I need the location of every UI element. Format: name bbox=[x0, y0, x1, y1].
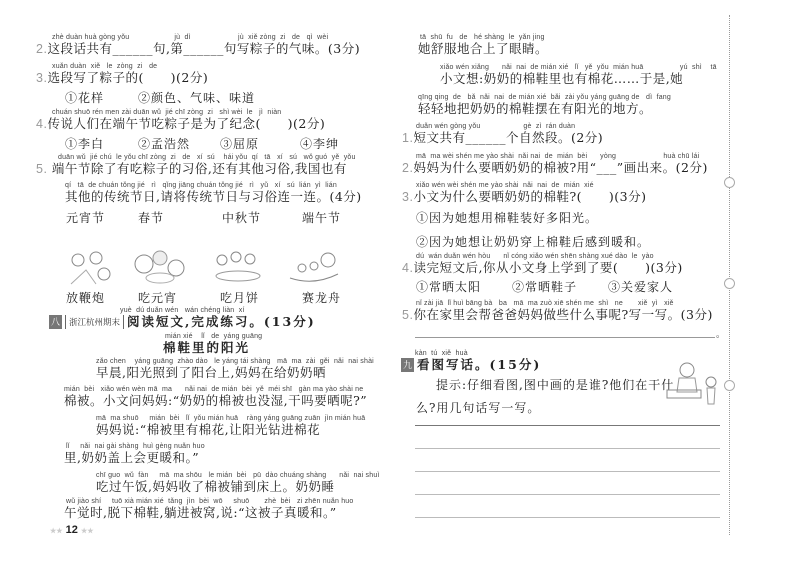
question-1: 1.短文共有______个自然段。(2分) bbox=[402, 130, 604, 145]
pinyin: xiǎo wén xiǎng nǎi nai de mián xié lǐ yě yǒu mián huā yú shì tā bbox=[440, 64, 717, 71]
option: ②孟浩然 bbox=[138, 137, 191, 151]
pinyin: qīng qing de bǎ nǎi nai de mián xié bǎi zài yǒu yáng guāng de dì fang bbox=[418, 94, 671, 101]
option: ②常晒鞋子 bbox=[512, 280, 578, 294]
hint-text: 么?用几句话写一写。 bbox=[416, 401, 541, 415]
option: ③屈原 bbox=[220, 137, 260, 151]
passage-line: 午觉时,脱下棉鞋,躺进被窝,说:“这被子真暖和。” bbox=[64, 505, 337, 520]
binding-hole bbox=[724, 278, 735, 289]
writing-line[interactable] bbox=[415, 448, 720, 449]
option: ②颜色、气味、味道 bbox=[138, 91, 256, 105]
passage-title: 棉鞋里的阳光 bbox=[163, 340, 251, 355]
section-9-header bbox=[401, 358, 541, 372]
question-4: 4.读完短文后,你从小文身上学到了要( )(3分) bbox=[402, 260, 683, 275]
section-badge: 九 bbox=[403, 360, 413, 370]
option: ②因为她想让奶奶穿上棉鞋后感到暖和。 bbox=[416, 235, 651, 249]
pinyin: kàn tú xiě huà bbox=[415, 350, 468, 357]
pinyin: qí tā de chuán tǒng jié rì qǐng jiāng chuán tǒng jié rì yǔ xí sú lián yì lián bbox=[65, 182, 337, 189]
firecracker-kids-illustration bbox=[66, 250, 116, 285]
option: ③关爱家人 bbox=[608, 280, 674, 294]
question-5: 5. 端午节除了有吃粽子的习俗,还有其他习俗,我国也有 bbox=[36, 161, 347, 176]
pinyin: nǐ zài jiā lǐ huì bāng bà ba mā ma zuò xiē shén me shì ne xiě yì xiě bbox=[416, 300, 674, 307]
question-2: 2.妈妈为什么要晒奶奶的棉被?用“___”画出来。(2分) bbox=[402, 160, 708, 175]
option: ①李白 bbox=[65, 137, 105, 151]
option: ④李绅 bbox=[300, 137, 340, 151]
passage-line: 里,奶奶盖上会更暖和。” bbox=[64, 450, 200, 465]
option: ①常晒太阳 bbox=[416, 280, 482, 294]
yuanxiao-kids-illustration bbox=[130, 250, 190, 285]
page-number: ★★ 12 ★★ bbox=[50, 524, 94, 536]
passage-line: 早晨,阳光照到了阳台上,妈妈在给奶奶晒 bbox=[96, 365, 326, 380]
pinyin: mián bèi xiǎo wén wèn mā ma nǎi nai de mián bèi yě méi shī gàn ma yào shài ne bbox=[64, 386, 364, 393]
pinyin: zǎo chen yáng guāng zhào dào le yáng tái shàng mā ma zài gěi nǎi nai shài bbox=[96, 358, 374, 365]
option: ①花样 bbox=[65, 91, 105, 105]
passage-line: 轻轻地把奶奶的棉鞋摆在有阳光的地方。 bbox=[418, 101, 653, 116]
writing-line[interactable] bbox=[415, 517, 720, 518]
passage-line: 小文想:奶奶的棉鞋里也有棉花……于是,她 bbox=[440, 71, 684, 86]
section-title: 阅读短文,完成练习。(13分) bbox=[127, 314, 316, 329]
option: ①因为她想用棉鞋装好多阳光。 bbox=[416, 211, 599, 225]
pinyin: tā shū fu de hé shàng le yǎn jing bbox=[420, 34, 545, 41]
passage-line: 妈妈说:“棉被里有棉花,让阳光钻进棉花 bbox=[96, 422, 321, 437]
passage-line: 棉被。小文问妈妈:“奶奶的棉被也没湿,干吗要晒呢?” bbox=[64, 393, 368, 408]
pinyin: xiǎo wén wèi shén me yào shài nǎi nai de mián xié bbox=[416, 182, 594, 189]
writing-line[interactable] bbox=[415, 425, 720, 426]
passage-line: 吃过午饭,妈妈收了棉被铺到床上。奶奶睡 bbox=[96, 479, 335, 494]
custom: 放鞭炮 bbox=[66, 291, 106, 305]
custom: 吃元宵 bbox=[138, 291, 178, 305]
hint-text: 提示:仔细看图,图中画的是谁?他们在干什 bbox=[436, 378, 675, 392]
binding-hole bbox=[724, 380, 735, 391]
passage-line: 她舒服地合上了眼睛。 bbox=[418, 41, 549, 56]
question-3: 3.选段写了粽子的( )(2分) bbox=[36, 70, 209, 85]
binding-hole bbox=[724, 177, 735, 188]
festival: 春节 bbox=[138, 211, 165, 225]
binding-divider bbox=[729, 15, 730, 535]
question-2: 2.这段话共有______句,第______句写粽子的气味。(3分) bbox=[36, 41, 361, 56]
pinyin: duǎn wén gòng yǒu gè zì rán duàn bbox=[416, 123, 576, 130]
pinyin: mā ma shuō mián bèi lǐ yǒu mián huā ràng yáng guāng zuān jìn mián huā bbox=[96, 415, 366, 422]
section-8-header bbox=[49, 315, 316, 329]
pinyin: yuè dú duǎn wén wán chéng liàn xí bbox=[120, 307, 245, 314]
dragon-boat-illustration bbox=[288, 250, 340, 285]
question-3: 3.小文为什么要晒奶奶的棉鞋?( )(3分) bbox=[402, 189, 647, 204]
pinyin: wǔ jiào shí tuō xià mián xié tǎng jìn bèi wō shuō zhè bèi zi zhēn nuǎn huo bbox=[66, 498, 354, 505]
festival: 元宵节 bbox=[66, 211, 106, 225]
festival: 中秋节 bbox=[222, 211, 262, 225]
writing-line[interactable] bbox=[415, 471, 720, 472]
custom: 吃月饼 bbox=[220, 291, 260, 305]
pinyin: chuán shuō rén men zài duān wǔ jié chī zòng zi shì wèi le jì niàn bbox=[52, 109, 282, 116]
writing-line[interactable] bbox=[415, 494, 720, 495]
section-title: 看图写话。(15分) bbox=[417, 357, 542, 372]
mooncake-family-illustration bbox=[212, 250, 264, 285]
question-4: 4.传说人们在端午节吃粽子是为了纪念( )(2分) bbox=[36, 116, 326, 131]
period: 。 bbox=[716, 330, 726, 340]
pinyin: mián xié lǐ de yáng guāng bbox=[165, 333, 263, 340]
source-tag: 浙江杭州期末 bbox=[65, 315, 124, 329]
question-5: 5.你在家里会帮爸爸妈妈做些什么事呢?写一写。(3分) bbox=[402, 307, 713, 322]
pinyin: lǐ nǎi nai gài shàng huì gèng nuǎn huo bbox=[66, 443, 205, 450]
pinyin: zhè duàn huà gòng yǒu jù dì jù xiě zòng zi de qì wèi bbox=[52, 34, 329, 41]
pinyin: dú wán duǎn wén hòu nǐ cóng xiǎo wén shēn shàng xué dào le yào bbox=[416, 253, 654, 260]
section-badge: 八 bbox=[51, 317, 61, 327]
custom: 赛龙舟 bbox=[302, 291, 342, 305]
pinyin: xuǎn duàn xiě le zòng zi de bbox=[52, 63, 158, 70]
pinyin: mā ma wèi shén me yào shài nǎi nai de mián bèi yòng huà chū lái bbox=[416, 153, 700, 160]
answer-line[interactable] bbox=[415, 337, 715, 338]
festival: 端午节 bbox=[302, 211, 342, 225]
pinyin: chī guo wǔ fàn mā ma shōu le mián bèi pū dào chuáng shàng nǎi nai shuì bbox=[96, 472, 380, 479]
question-5-cont: 其他的传统节日,请将传统节日与习俗连一连。(4分) bbox=[65, 189, 362, 204]
pinyin: duān wǔ jié chú le yǒu chī zòng zi de xí sú hái yǒu qí tā xí sú wǒ guó yě yǒu bbox=[58, 154, 356, 161]
girl-and-boy-illustration bbox=[665, 360, 720, 410]
